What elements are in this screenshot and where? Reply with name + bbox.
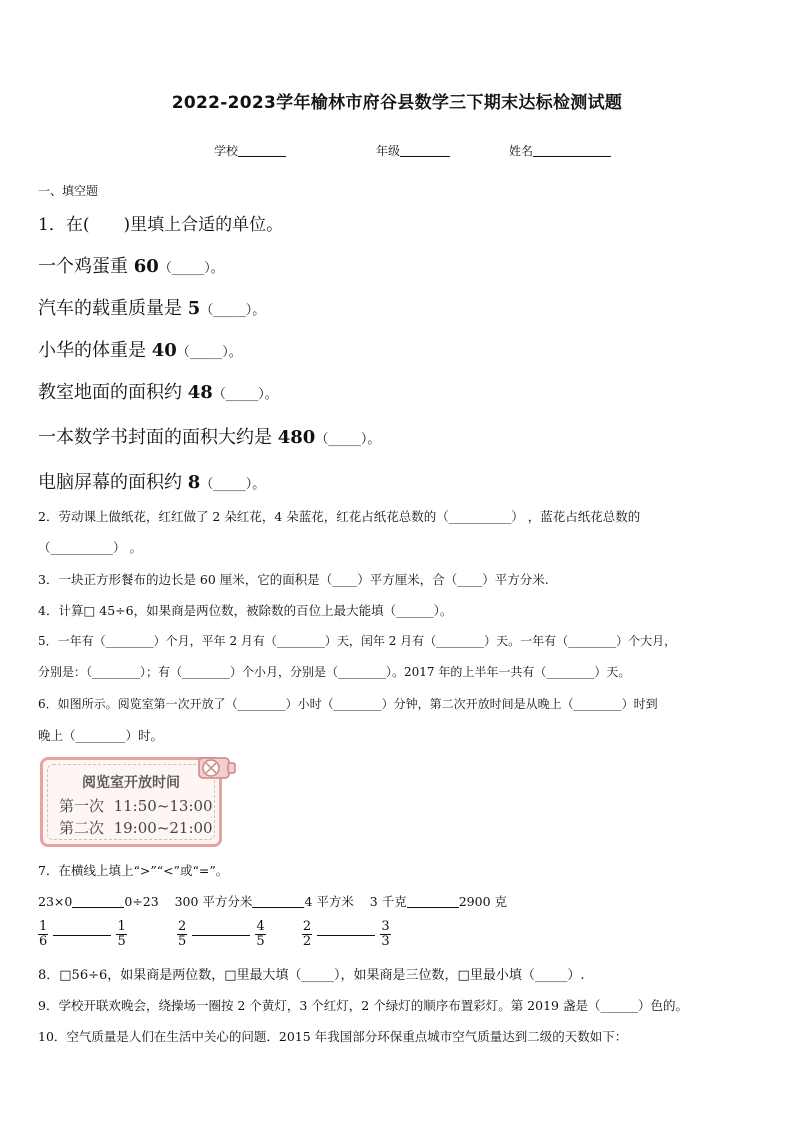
q2-line2: （__________） 。 (38, 540, 142, 555)
q7-row1: 23×0 0÷23 300 平方分米 4 平方米 3 千克 2900 克 (38, 894, 508, 909)
q7-fraction-row (38, 920, 391, 949)
q4: 4．计算□ 45÷6，如果商是两位数，被除数的百位上最大能填（______）。 (38, 603, 453, 618)
school-label: 学校 (214, 144, 239, 158)
section-heading: 一、填空题 (38, 184, 99, 198)
name-field (509, 142, 611, 159)
q8: 8．□56÷6，如果商是两位数，□里最大填（_____），如果商是三位数，□里最小填（_____）. (38, 968, 585, 983)
q1-item: 一个鸡蛋重 60（_____）。 (38, 256, 224, 277)
q1-item: 电脑屏幕的面积约 8（_____）。 (38, 472, 266, 493)
q5-line1: 5．一年有（________）个月，平年 2 月有（________）天，闰年 2 月有（________）天。一年有（________）个大月， (38, 634, 677, 648)
q1-header: 1．在( )里填上合适的单位。 (38, 215, 284, 235)
q9: 9．学校开联欢晚会，绕操场一圈按 2 个黄灯，3 个红灯，2 个绿灯的顺序布置彩灯。第 2019 盏是（______）色的。 (38, 998, 688, 1013)
q1-item: 汽车的载重质量是 5（_____）。 (38, 298, 266, 319)
fraction: $\frac{3}{3}$ (381, 919, 390, 949)
sign-row-2: 第二次 19:00~21:00 (59, 819, 213, 837)
q5-line2: 分别是：（________）；有（________）个小月，分别是（________）。2017 年的上半年一共有（________）天。 (38, 665, 631, 679)
q6-line2: 晚上（________）时。 (38, 728, 164, 743)
q1-item: 教室地面的面积约 48（_____）。 (38, 382, 278, 403)
fraction: $\frac{1}{5}$ (117, 919, 126, 949)
grade-field (376, 142, 450, 159)
fraction: $\frac{2}{2}$ (302, 919, 312, 949)
name-label: 姓名 (509, 144, 534, 158)
reading-room-sign (40, 757, 222, 847)
fraction: $\frac{1}{6}$ (39, 919, 48, 949)
q1-item: 一本数学书封面的面积大约是 480（_____）。 (38, 427, 381, 448)
page-title: 2022-2023学年榆林市府谷县数学三下期末达标检测试题 (171, 93, 623, 113)
q3: 3．一块正方形餐布的边长是 60 厘米，它的面积是（____）平方厘米，合（____）平方分米. (38, 572, 549, 587)
sign-row-1: 第一次 11:50~13:00 (59, 797, 213, 815)
sign-title: 阅览室开放时间 (82, 775, 180, 791)
grade-label: 年级 (376, 144, 401, 158)
fraction: $\frac{4}{5}$ (256, 919, 265, 949)
q1-item: 小华的体重是 40（_____）。 (38, 340, 242, 361)
school-field (214, 142, 286, 159)
q2-line1: 2．劳动课上做纸花，红红做了 2 朵红花，4 朵蓝花，红花占纸花总数的（__________） ，蓝花占纸花总数的 (38, 509, 641, 524)
q7-header: 7．在横线上填上“>”“<”或“=”。 (38, 863, 229, 878)
q10: 10．空气质量是人们在生活中关心的问题．2015 年我国部分环保重点城市空气质量达到二级的天数如下： (38, 1029, 628, 1044)
fraction: $\frac{2}{5}$ (177, 919, 187, 949)
q6-line1: 6．如图所示。阅览室第一次开放了（________）小时（________）分钟，第二次开放时间是从晚上（________）时到 (38, 697, 658, 711)
